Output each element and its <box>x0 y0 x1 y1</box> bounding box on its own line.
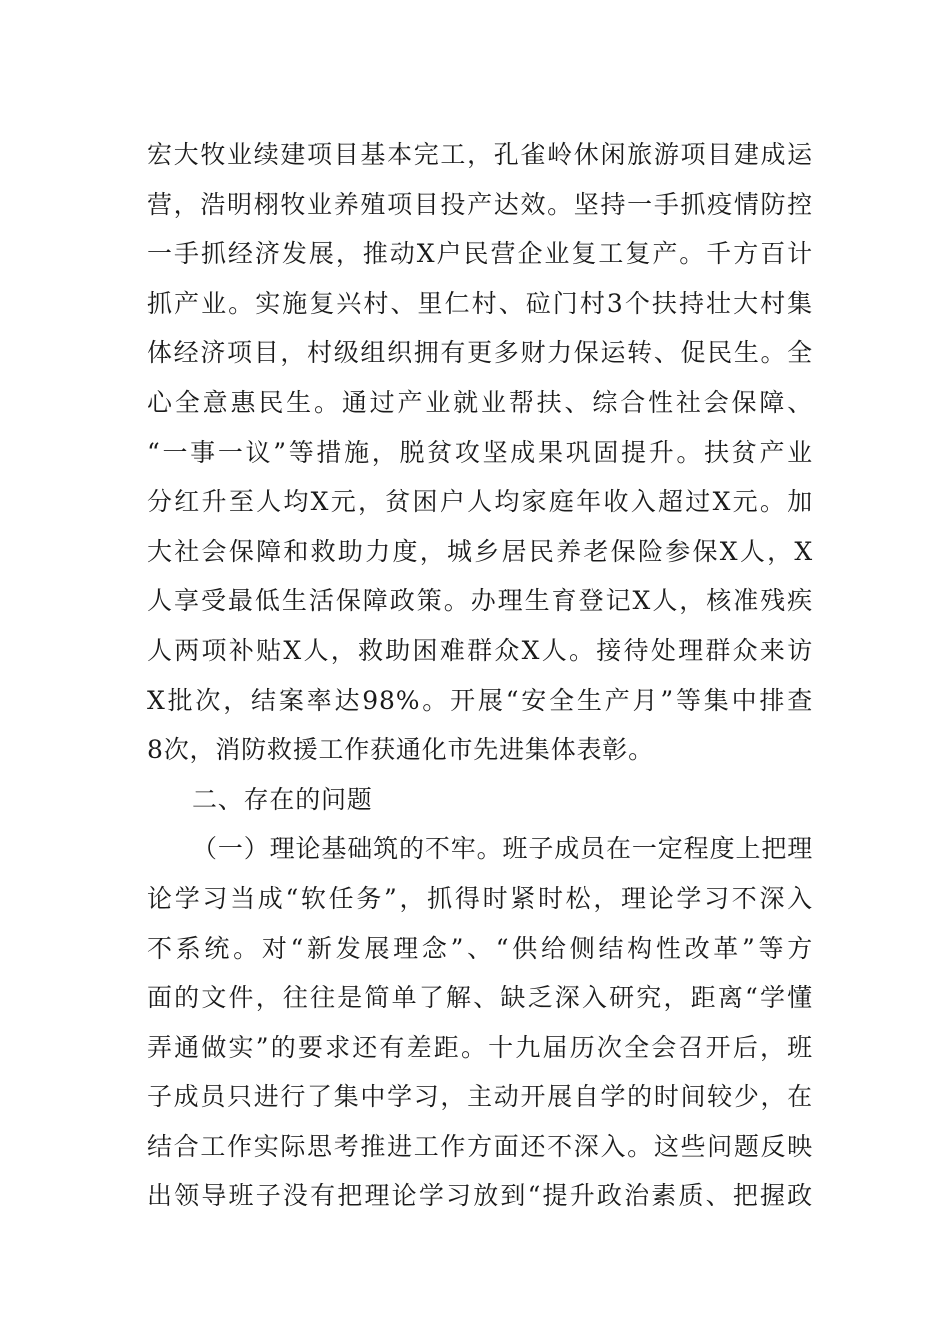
text-line: 面的文件，往往是简单了解、缺乏深入研究，距离“学懂 <box>147 983 813 1013</box>
text-line: 人两项补贴X人，救助困难群众X人。接待处理群众来访 <box>147 635 813 665</box>
text-line: 宏大牧业续建项目基本完工，孔雀岭休闲旅游项目建成运 <box>147 140 813 169</box>
text-line: 结合工作实际思考推进工作方面还不深入。这些问题反映 <box>147 1131 813 1161</box>
text-line: 不系统。对“新发展理念”、“供给侧结构性改革”等方 <box>147 933 813 963</box>
text-line: 大社会保障和救助力度，城乡居民养老保险参保X人，X <box>147 536 813 566</box>
paragraph-achievements <box>147 130 813 775</box>
text-line: “一事一议”等措施，脱贫攻坚成果巩固提升。扶贫产业 <box>147 437 813 467</box>
text-line: （一）理论基础筑的不牢。班子成员在一定程度上把理 <box>192 834 813 864</box>
text-line: 弄通做实”的要求还有差距。十九届历次全会召开后，班 <box>147 1032 813 1062</box>
text-line: 营，浩明栩牧业养殖项目投产达效。坚持一手抓疫情防控 <box>147 189 813 219</box>
text-line: 抓产业。实施复兴村、里仁村、砬门村3个扶持壮大村集 <box>147 288 813 318</box>
paragraph-theory-issues <box>147 824 813 1221</box>
text-line: 论学习当成“软任务”，抓得时紧时松，理论学习不深入 <box>147 883 813 913</box>
text-line: 出领导班子没有把理论学习放到“提升政治素质、把握政 <box>147 1181 813 1211</box>
text-line: 子成员只进行了集中学习，主动开展自学的时间较少，在 <box>147 1082 813 1112</box>
document-body <box>147 130 813 1221</box>
section-heading: 二、存在的问题 <box>192 784 373 814</box>
text-line: 一手抓经济发展，推动X户民营企业复工复产。千方百计 <box>147 239 813 269</box>
text-line: 8次，消防救援工作获通化市先进集体表彰。 <box>147 735 654 765</box>
text-line: 分红升至人均X元，贫困户人均家庭年收入超过X元。加 <box>147 487 813 517</box>
text-line: 心全意惠民生。通过产业就业帮扶、综合性社会保障、 <box>147 387 813 417</box>
text-line: 体经济项目，村级组织拥有更多财力保运转、促民生。全 <box>147 338 813 368</box>
text-line: 人享受最低生活保障政策。办理生育登记X人，核准残疾 <box>147 586 813 616</box>
text-line: X批次，结案率达98%。开展“安全生产月”等集中排查 <box>147 685 813 715</box>
